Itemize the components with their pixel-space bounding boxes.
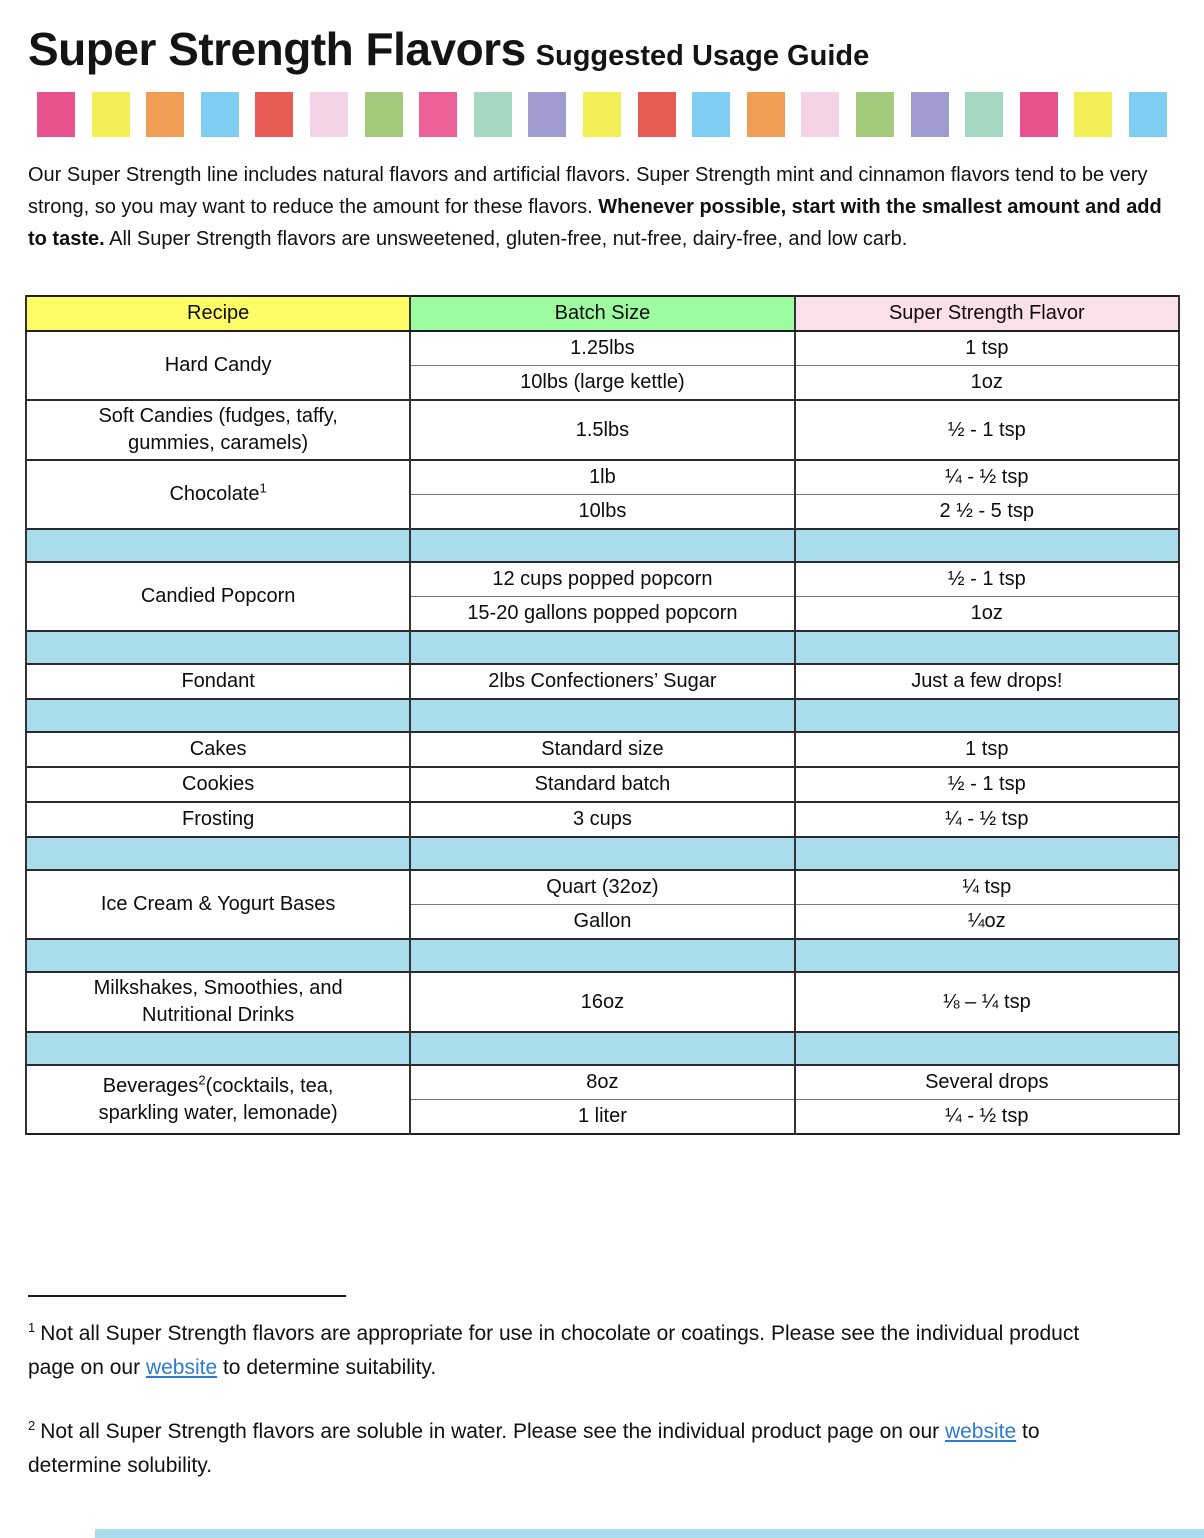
table-cell: 3 cups [410,802,794,837]
table-cell: 1 tsp [795,331,1179,366]
table-row [26,732,1179,767]
table-cell: ¼ - ½ tsp [795,460,1179,495]
separator-row [26,1032,1179,1065]
table-cell: 2 ½ - 5 tsp [795,495,1179,530]
color-stripe [37,92,1167,137]
separator-cell [26,699,410,732]
separator-cell [410,699,794,732]
table-cell: Chocolate$^1$ [26,460,410,529]
separator-row [26,631,1179,664]
table-cell: Cakes [26,732,410,767]
table-cell: 1.25lbs [410,331,794,366]
table-cell: 1oz [795,597,1179,632]
color-swatch [638,92,676,137]
footnote-marker: 1 [259,480,267,496]
table-cell: ¼ - ½ tsp [795,802,1179,837]
separator-cell [410,631,794,664]
intro-text-bold: Whenever possible, start with the smallest amount and add to taste. [28,196,1162,250]
color-swatch [1074,92,1112,137]
separator-cell [26,631,410,664]
color-swatch [801,92,839,137]
separator-cell [26,939,410,972]
table-cell: 2lbs Confectioners’ Sugar [410,664,794,699]
color-swatch [583,92,621,137]
table-cell: ½ - 1 tsp [795,767,1179,802]
table-cell: 16oz [410,972,794,1032]
table-row [26,767,1179,802]
separator-cell [795,699,1179,732]
footnote-marker: 2 [198,1071,206,1087]
intro-text-2: All Super Strength flavors are unsweetened, gluten-free, nut-free, dairy-free, and low carb. [104,228,908,250]
website-link[interactable]: website [944,1420,1017,1443]
table-cell: Cookies [26,767,410,802]
next-page-strip [95,1529,1204,1538]
usage-table-body [26,331,1179,1134]
footnote-marker: 1 [28,1320,36,1335]
color-swatch [1020,92,1058,137]
table-cell: ½ - 1 tsp [795,400,1179,460]
separator-cell [26,529,410,562]
table-cell: Frosting [26,802,410,837]
separator-cell [795,529,1179,562]
table-row [26,664,1179,699]
table-cell: Standard size [410,732,794,767]
footnote-marker: 2 [28,1418,36,1433]
separator-cell [410,939,794,972]
table-cell: ¼ - ½ tsp [795,1100,1179,1135]
table-cell: Hard Candy [26,331,410,400]
color-swatch [37,92,75,137]
table-row [26,870,1179,905]
table-cell: Several drops [795,1065,1179,1100]
separator-cell [795,939,1179,972]
separator-cell [26,837,410,870]
color-swatch [911,92,949,137]
table-row [26,972,1179,1032]
separator-cell [410,529,794,562]
table-cell: 1lb [410,460,794,495]
table-cell: 15-20 gallons popped popcorn [410,597,794,632]
separator-cell [795,837,1179,870]
footnote-separator [28,1295,346,1297]
separator-cell [795,1032,1179,1065]
column-header: Super Strength Flavor [795,296,1179,331]
title-main: Super Strength Flavors [28,23,526,75]
table-cell: Fondant [26,664,410,699]
color-swatch [92,92,130,137]
separator-cell [410,837,794,870]
table-row [26,562,1179,597]
separator-row [26,529,1179,562]
color-swatch [692,92,730,137]
table-cell: Soft Candies (fudges, taffy, gummies, caramels) [26,400,410,460]
separator-cell [795,631,1179,664]
column-header: Batch Size [410,296,794,331]
column-header: Recipe [26,296,410,331]
color-swatch [310,92,348,137]
color-swatch [856,92,894,137]
table-cell: 8oz [410,1065,794,1100]
footnote: $^2$ Not all Super Strength flavors are soluble in water. Please see the individual product page on our website to determine solubility. [28,1418,1040,1477]
title-subtitle: Suggested Usage Guide [535,40,870,72]
table-row [26,802,1179,837]
color-swatch [474,92,512,137]
table-cell: 1.5lbs [410,400,794,460]
table-row [26,1065,1179,1100]
table-row [26,460,1179,495]
color-swatch [419,92,457,137]
table-cell: Milkshakes, Smoothies, and Nutritional Drinks [26,972,410,1032]
color-swatch [146,92,184,137]
intro-text-1: Our Super Strength line includes natural flavors and artificial flavors. Super Strength mint and cinnamon flavors tend to be very strong, so you may want to reduce the amount for these flavors. [28,164,1148,218]
separator-cell [410,1032,794,1065]
color-swatch [201,92,239,137]
color-swatch [365,92,403,137]
table-cell: Beverages$^2$(cocktails, tea, sparkling water, lemonade) [26,1065,410,1134]
table-cell: 1oz [795,366,1179,401]
table-cell: Candied Popcorn [26,562,410,631]
website-link[interactable]: website [145,1356,218,1379]
intro-paragraph [28,159,1178,255]
color-swatch [255,92,293,137]
color-swatch [1129,92,1167,137]
table-cell: Quart (32oz) [410,870,794,905]
table-cell: ¼ tsp [795,870,1179,905]
color-swatch [747,92,785,137]
table-cell: 10lbs (large kettle) [410,366,794,401]
table-row [26,400,1179,460]
table-row [26,331,1179,366]
usage-table [25,295,1180,1135]
table-cell: 12 cups popped popcorn [410,562,794,597]
page-title [0,0,1204,76]
table-cell: 1 liter [410,1100,794,1135]
footnote: $^1$ Not all Super Strength flavors are appropriate for use in chocolate or coatings. Please see the individual product page on our website to determine suitability. [28,1320,1080,1379]
table-cell: Gallon [410,905,794,940]
separator-cell [26,1032,410,1065]
separator-row [26,837,1179,870]
color-swatch [965,92,1003,137]
table-cell: ⅛ – ¼ tsp [795,972,1179,1032]
table-header-row [26,296,1179,331]
color-swatch [528,92,566,137]
table-cell: ¼oz [795,905,1179,940]
separator-row [26,699,1179,732]
table-cell: ½ - 1 tsp [795,562,1179,597]
table-cell: Just a few drops! [795,664,1179,699]
separator-row [26,939,1179,972]
table-cell: 1 tsp [795,732,1179,767]
table-cell: Ice Cream & Yogurt Bases [26,870,410,939]
table-cell: Standard batch [410,767,794,802]
footnotes [0,1317,1204,1483]
table-cell: 10lbs [410,495,794,530]
